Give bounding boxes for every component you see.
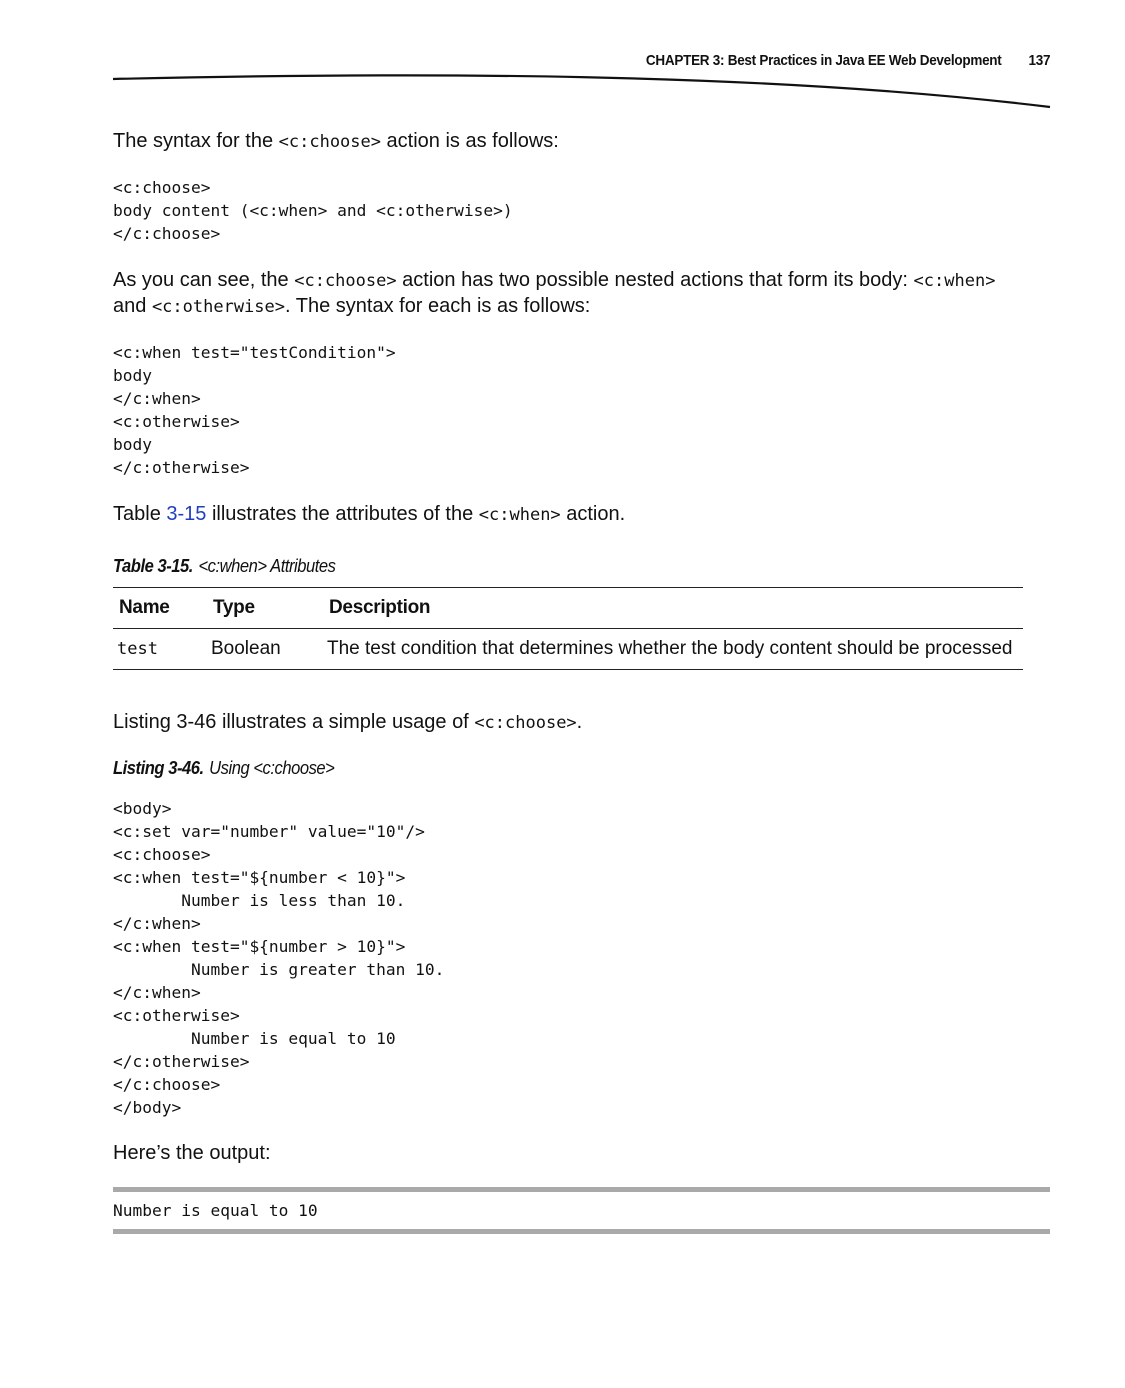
paragraph-syntax-intro <box>113 129 559 155</box>
column-header: Name <box>113 588 207 629</box>
chapter-title: CHAPTER 3: Best Practices in Java EE Web Development <box>645 52 1002 69</box>
code-block-choose-syntax: <c:choose> body content (<c:when> and <c:otherwise>) </c:choose> <box>113 178 513 243</box>
text: As you can see, the <box>113 269 295 291</box>
paragraph-nested-actions <box>113 268 1043 320</box>
table-cell: test <box>113 629 207 670</box>
text: Table <box>113 503 167 525</box>
text: Listing 3-46 illustrates a simple usage of <box>113 711 475 733</box>
paragraph-listing-reference <box>113 710 582 736</box>
table-caption <box>113 556 335 577</box>
caption-label: Listing 3-46. <box>113 758 204 778</box>
inline-code: <c:choose> <box>294 271 397 291</box>
text: and <box>113 295 152 317</box>
output-text: Number is equal to 10 <box>113 1201 318 1220</box>
text: action. <box>560 503 626 525</box>
text: . <box>576 711 583 733</box>
inline-code: <c:otherwise> <box>151 297 285 317</box>
paragraph-output-intro: Here’s the output: <box>113 1142 271 1164</box>
column-header: Description <box>323 588 1023 629</box>
inline-code: <c:when> <box>478 505 561 525</box>
header-swoosh-rule <box>113 72 1053 112</box>
inline-code: <c:when> <box>913 271 996 291</box>
text: action has two possible nested actions that form its body: <box>396 269 914 291</box>
attributes-table <box>113 587 1023 670</box>
output-top-rule <box>113 1187 1050 1192</box>
caption-label: Table 3-15. <box>113 556 193 576</box>
column-header: Type <box>207 588 323 629</box>
table-row <box>113 629 1023 670</box>
caption-title: <c:when> Attributes <box>198 556 336 576</box>
table-cell: The test condition that determines whether the body content should be processed <box>323 629 1023 670</box>
paragraph-table-reference <box>113 502 625 528</box>
page-number: 137 <box>1028 52 1050 69</box>
caption-title: Using <c:choose> <box>209 758 335 778</box>
text: The syntax for the <box>113 130 279 152</box>
text: . The syntax for each is as follows: <box>285 295 591 317</box>
output-bottom-rule <box>113 1229 1050 1234</box>
text: illustrates the attributes of the <box>206 503 479 525</box>
table-header-row <box>113 588 1023 629</box>
table-cell: Boolean <box>207 629 323 670</box>
inline-code: <c:choose> <box>278 132 381 152</box>
inline-code: <c:choose> <box>474 713 577 733</box>
code-block-when-otherwise-syntax: <c:when test="testCondition"> body </c:when> <c:otherwise> body </c:otherwise> <box>113 343 396 477</box>
table-link[interactable]: 3-15 <box>166 503 207 525</box>
listing-caption <box>113 758 334 779</box>
text: action is as follows: <box>381 130 559 152</box>
running-head <box>646 52 1050 69</box>
code-listing-choose-example: <body> <c:set var="number" value="10"/> <c:choose> <c:when test="${number < 10}"> Number is less than 10. </c:when> <c:when test="${number > 10}"> Number is greater than 10. </c:when> <c:otherwise> Number is equal to 10 </c:otherwise> </c:choose> </body> <box>113 799 445 1117</box>
